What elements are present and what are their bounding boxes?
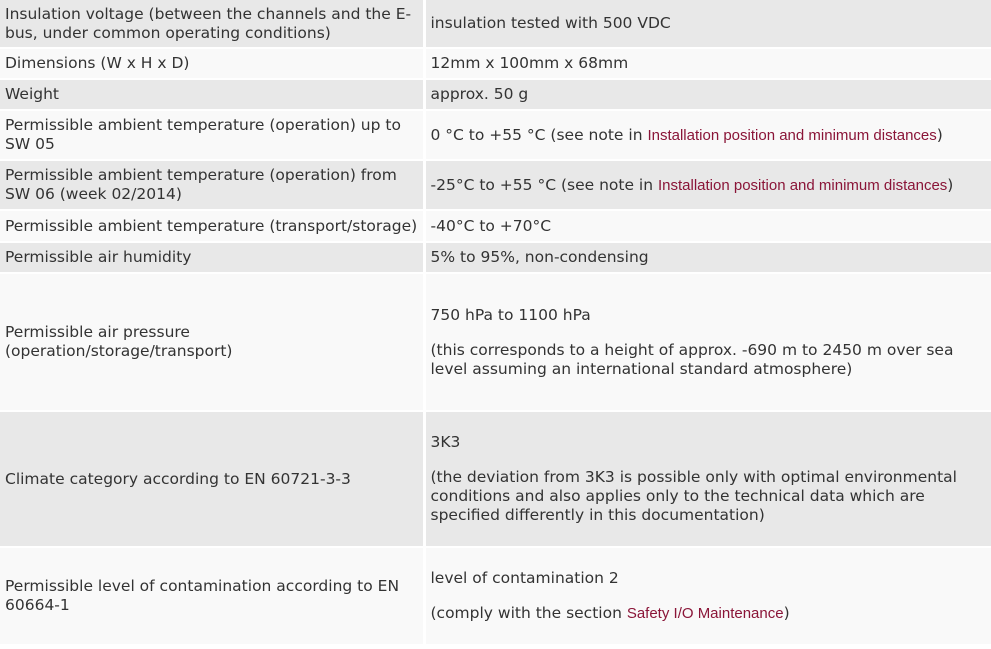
value-main: level of contamination 2 — [430, 569, 619, 587]
table-row — [0, 411, 991, 547]
table-row — [0, 273, 991, 411]
table-row — [0, 210, 991, 242]
row-value — [424, 547, 991, 645]
row-value: 0 °C to +55 °C (see note in Installation position and minimum distances) — [424, 110, 991, 160]
row-label: Climate category according to EN 60721-3-3 — [0, 411, 424, 547]
row-label: Permissible level of contamination according to EN 60664-1 — [0, 547, 424, 645]
value-main: 3K3 — [430, 433, 461, 451]
row-label: Weight — [0, 79, 424, 110]
row-value — [424, 273, 991, 411]
row-label: Permissible air humidity — [0, 242, 424, 273]
table-row — [0, 48, 991, 79]
installation-position-link[interactable]: Installation position and minimum distances — [647, 126, 937, 144]
installation-position-link[interactable]: Installation position and minimum distances — [657, 176, 948, 194]
table-row — [0, 242, 991, 273]
row-label: Permissible air pressure (operation/storage/transport) — [0, 273, 424, 411]
table-row — [0, 160, 991, 210]
row-value: approx. 50 g — [424, 79, 991, 110]
row-label: Dimensions (W x H x D) — [0, 48, 424, 79]
table-row — [0, 79, 991, 110]
table-row — [0, 547, 991, 645]
safety-io-maintenance-link[interactable]: Safety I/O Maintenance — [626, 605, 784, 622]
row-label: Permissible ambient temperature (operation) from SW 06 (week 02/2014) — [0, 160, 424, 210]
row-label: Permissible ambient temperature (transport/storage) — [0, 210, 424, 242]
row-label: Insulation voltage (between the channels and the E-bus, under common operating conditions) — [0, 0, 424, 48]
row-label: Permissible ambient temperature (operation) up to SW 05 — [0, 110, 424, 160]
row-value: 12mm x 100mm x 68mm — [424, 48, 991, 79]
row-value — [424, 411, 991, 547]
row-value: insulation tested with 500 VDC — [424, 0, 991, 48]
value-note: (the deviation from 3K3 is possible only with optimal environmental conditions and also applies only to the technical data which are specified differently in this documentation) — [430, 468, 957, 524]
value-note: (comply with the section Safety I/O Maintenance) — [430, 604, 790, 622]
value-main: 750 hPa to 1100 hPa — [430, 305, 591, 324]
row-value: 5% to 95%, non-condensing — [424, 242, 991, 273]
table-row — [0, 110, 991, 160]
table-row — [0, 0, 991, 48]
value-note: (this corresponds to a height of approx. -690 m to 2450 m over sea level assuming an international standard atmosphere) — [430, 340, 954, 378]
row-value: -40°C to +70°C — [424, 210, 991, 242]
row-value: -25°C to +55 °C (see note in Installation position and minimum distances) — [424, 160, 991, 210]
